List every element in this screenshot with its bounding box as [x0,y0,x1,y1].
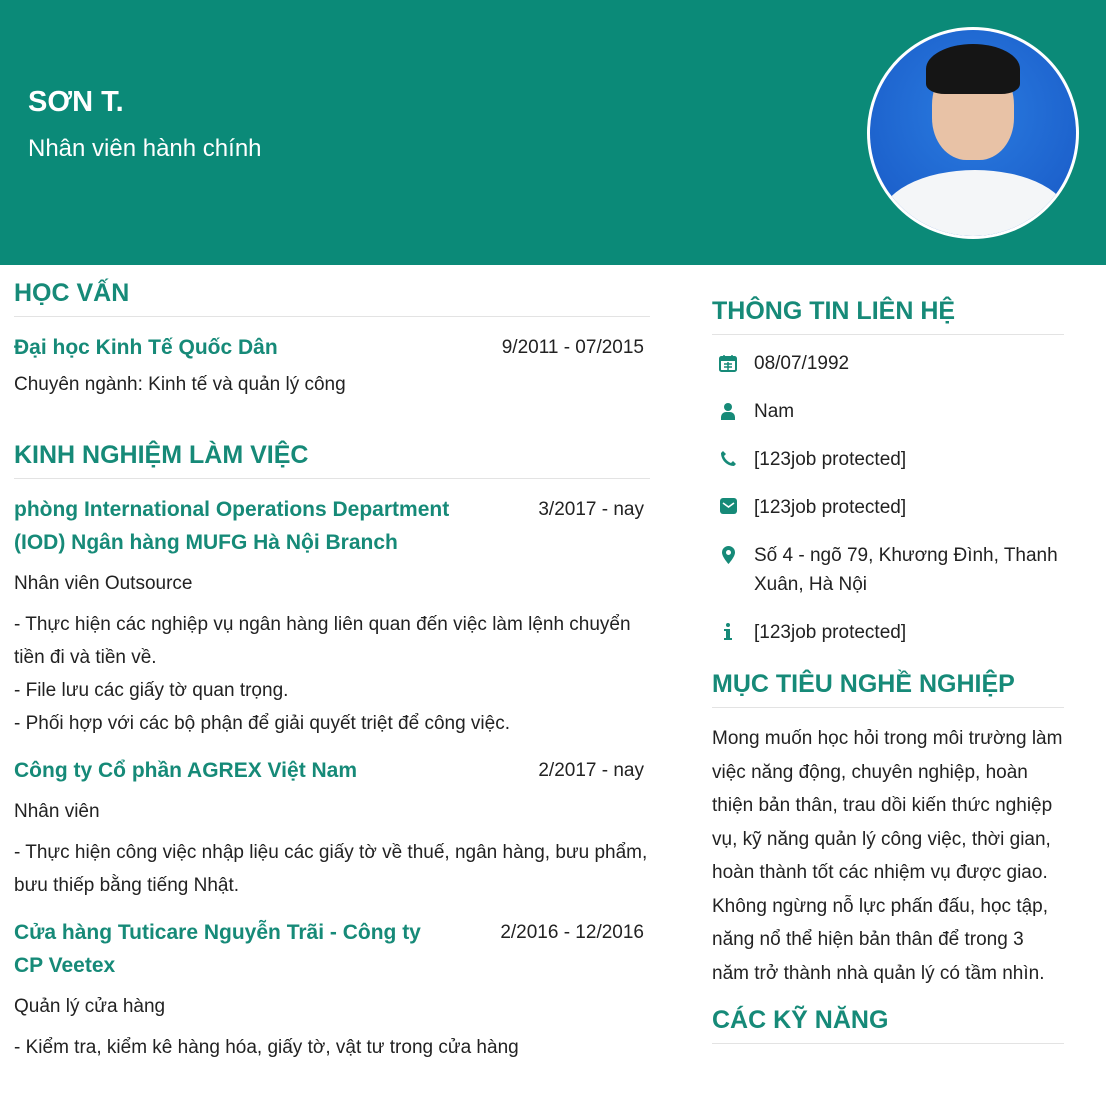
phone-icon [712,445,754,474]
section-heading: CÁC KỸ NĂNG [712,1006,1064,1044]
section-heading: KINH NGHIỆM LÀM VIỆC [14,441,650,479]
objective-paragraph: Không ngừng nỗ lực phấn đấu, học tập, năng nổ thể hiện bản thân để trong 3 năm trở thành nhà quản lý có tầm nhìn. [712,895,1049,984]
experience-entry [14,916,650,1064]
education-entry [14,331,650,401]
candidate-title: Nhân viên hành chính [28,135,262,162]
description [14,608,650,740]
location-icon [712,541,754,599]
description [14,1031,650,1064]
description-line: - Thực hiện công việc nhập liệu các giấy tờ về thuế, ngân hàng, bưu phẩm, bưu thiếp bằng tiếng Nhật. [14,842,648,896]
objective-text [712,722,1064,990]
company-name: phòng International Operations Department (IOD) Ngân hàng MUFG Hà Nội Branch [14,498,450,554]
description-line: - Kiểm tra, kiểm kê hàng hóa, giấy tờ, vật tư trong cửa hàng [14,1037,519,1058]
section-heading: HỌC VẤN [14,279,650,317]
contact-text: 08/07/1992 [754,353,850,374]
description-line: - File lưu các giấy tờ quan trọng. [14,680,289,701]
contact-text: Số 4 - ngõ 79, Khương Đình, Thanh Xuân, Hà Nội [754,545,1058,595]
calendar-icon [712,349,754,378]
section-heading: MỤC TIÊU NGHỀ NGHIỆP [712,670,1064,708]
objective-paragraph: Mong muốn học hỏi trong môi trường làm việc năng động, chuyên nghiệp, hoàn thiện bản thân, trau dồi kiến thức nghiệp vụ, kỹ năng quản lý công việc, thời gian, hoàn thành tốt các nhiệm vụ được giao. [712,728,1063,883]
education-section [14,265,650,401]
contact-info [712,618,1064,647]
contact-text: Nam [754,401,795,422]
position: Nhân viên Outsource [14,573,193,594]
user-icon [712,397,754,426]
skills-section [712,1006,1064,1044]
company-name: Cửa hàng Tuticare Nguyễn Trãi - Công ty CP Veetex [14,921,421,977]
header [0,0,1106,265]
description-line: - Thực hiện các nghiệp vụ ngân hàng liên quan đến việc làm lệnh chuyển tiền đi và tiền về. [14,614,631,668]
info-icon [712,618,754,647]
date: 9/2011 - 07/2015 [501,337,644,358]
company-name: Công ty Cổ phần AGREX Việt Nam [14,759,358,782]
position: Nhân viên [14,801,100,822]
avatar [867,27,1079,239]
date: 2/2017 - nay [538,760,644,781]
major: Chuyên ngành: Kinh tế và quản lý công [14,374,346,395]
school-name: Đại học Kinh Tế Quốc Dân [14,336,278,359]
candidate-name: SƠN T. [28,86,124,118]
right-column [712,265,1064,1058]
email-icon [712,493,754,522]
experience-entry [14,754,650,902]
experience-section [14,415,650,1064]
description [14,836,650,902]
contact-text: [123job protected] [754,622,907,643]
objective-section [712,666,1064,990]
experience-entry [14,493,650,740]
contact-text: [123job protected] [754,497,907,518]
contact-text: [123job protected] [754,449,907,470]
contact-address [712,541,1064,599]
contact-email [712,493,1064,522]
date: 2/2016 - 12/2016 [500,922,644,943]
left-column [14,265,650,1078]
contact-birthday [712,349,1064,378]
contact-section [712,265,1064,647]
contact-gender [712,397,1064,426]
contact-phone [712,445,1064,474]
section-heading: THÔNG TIN LIÊN HỆ [712,297,1064,335]
position: Quản lý cửa hàng [14,996,166,1017]
description-line: - Phối hợp với các bộ phận để giải quyết triệt để công việc. [14,713,510,734]
date: 3/2017 - nay [538,499,644,520]
